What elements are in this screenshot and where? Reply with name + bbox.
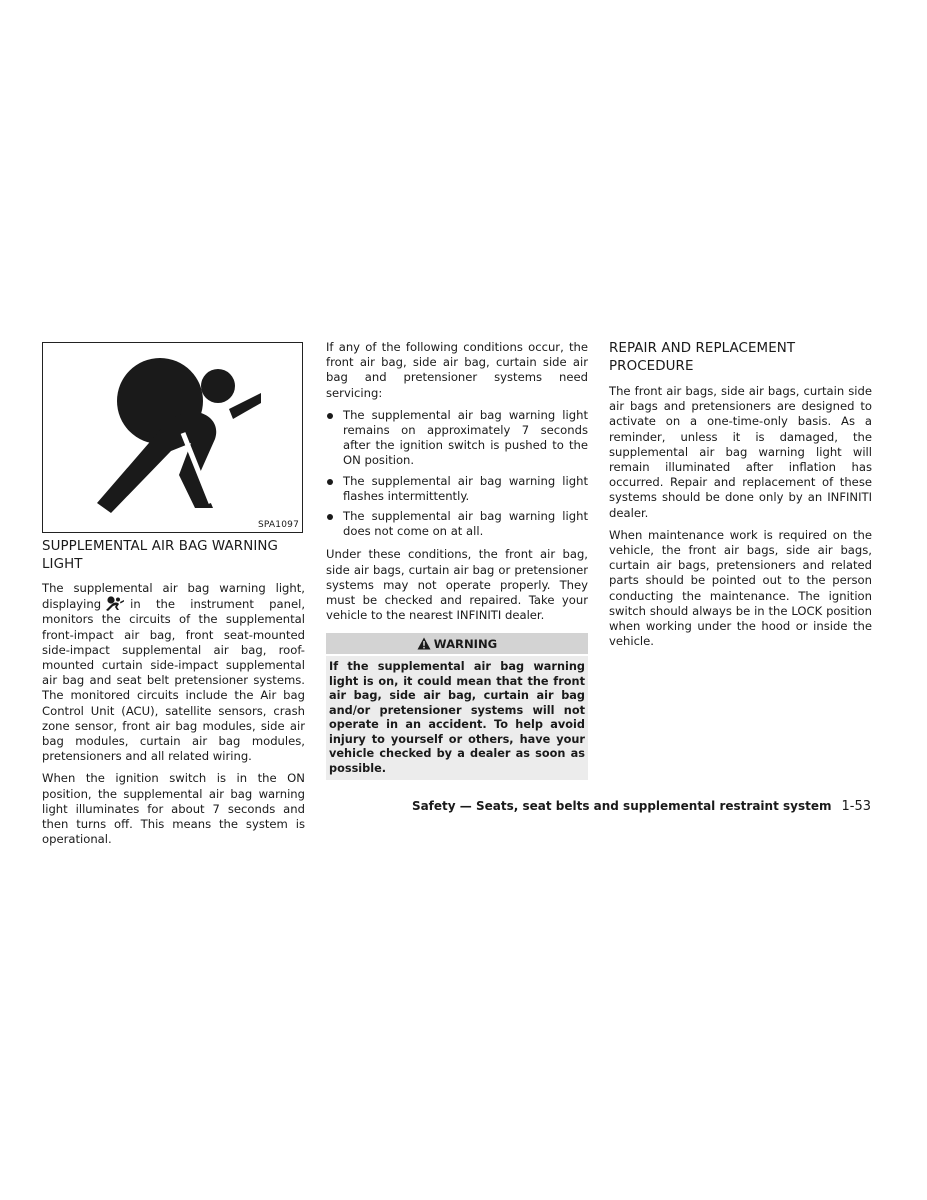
airbag-figure (42, 342, 303, 533)
figure-code: SPA1097 (257, 520, 299, 530)
warning-title: WARNING (433, 636, 498, 651)
paragraph-repair: The front air bags, side air bags, curtain side air bags and pretensioners are designed to activate on a one-time-only basis. As a reminder, unless it is damaged, the supplemental air bag warning light will remain illuminated after inflation has occurred. Repair and replacement of these systems should be done only by an INFINITI dealer. (609, 384, 872, 520)
page-number: 1-53 (841, 799, 871, 814)
page-footer (412, 799, 871, 814)
section-heading-warning-light: SUPPLEMENTAL AIR BAG WARNING LIGHT (42, 539, 278, 572)
airbag-warning-icon (43, 343, 304, 534)
list-item: The supplemental air bag warning light does not come on at all. (326, 509, 588, 539)
airbag-warning-inline-icon (104, 596, 126, 611)
column-2 (326, 340, 588, 780)
footer-section-title: Safety — Seats, seat belts and supplemental restraint system (411, 799, 832, 813)
warning-header (326, 633, 588, 654)
paragraph-text: in the instrument panel, monitors the circuits of the supplemental front-impact air bag, front seat-mounted side-impact supplemental air bag, roof-mounted curtain side-impact supplemental air bag and seat belt pretensioner systems. The monitored circuits include the Air bag Control Unit (ACU), satellite sensors, crash zone sensor, front air bag modules, side air bag modules, curtain air bag modules, pretensioners and all related wiring. (42, 597, 305, 764)
paragraph-ignition: When the ignition switch is in the ON position, the supplemental air bag warning light illuminates for about 7 seconds and then turns off. This means the system is operational. (42, 771, 305, 847)
paragraph-text: The supplemental air bag warning light, displaying (42, 581, 305, 612)
column-1 (42, 340, 305, 854)
paragraph-servicing: Under these conditions, the front air bag, side air bags, curtain air bag or pretensioner systems may not operate properly. They must be checked and repaired. Take your vehicle to the nearest INFINITI dealer. (326, 547, 588, 623)
warning-triangle-icon (417, 637, 431, 650)
paragraph-intro (42, 581, 305, 764)
list-item: The supplemental air bag warning light flashes intermittently. (326, 474, 588, 504)
column-3 (609, 340, 872, 656)
paragraph-maintenance: When maintenance work is required on the vehicle, the front air bags, side air bags, curtain air bags, pretensioners and related parts should be pointed out to the person conducting the maintenance. The ignition switch should always be in the LOCK position when working under the hood or inside the vehicle. (609, 527, 872, 649)
warning-text: If the supplemental air bag warning light is on, it could mean that the front air bag, side air bag, curtain air bag and/or pretensioner systems will not operate in an accident. To help avoid injury to yourself or others, have your vehicle checked by a dealer as soon as possible. (326, 656, 588, 780)
section-heading-repair: REPAIR AND REPLACEMENT PROCEDURE (609, 341, 796, 374)
warning-box (326, 633, 588, 780)
list-item: The supplemental air bag warning light remains on approximately 7 seconds after the ignition switch is pushed to the ON position. (326, 408, 588, 469)
condition-list (326, 408, 588, 540)
paragraph-conditions: If any of the following conditions occur, the front air bag, side air bag, curtain side air bag and pretensioner systems need servicing: (326, 340, 588, 400)
